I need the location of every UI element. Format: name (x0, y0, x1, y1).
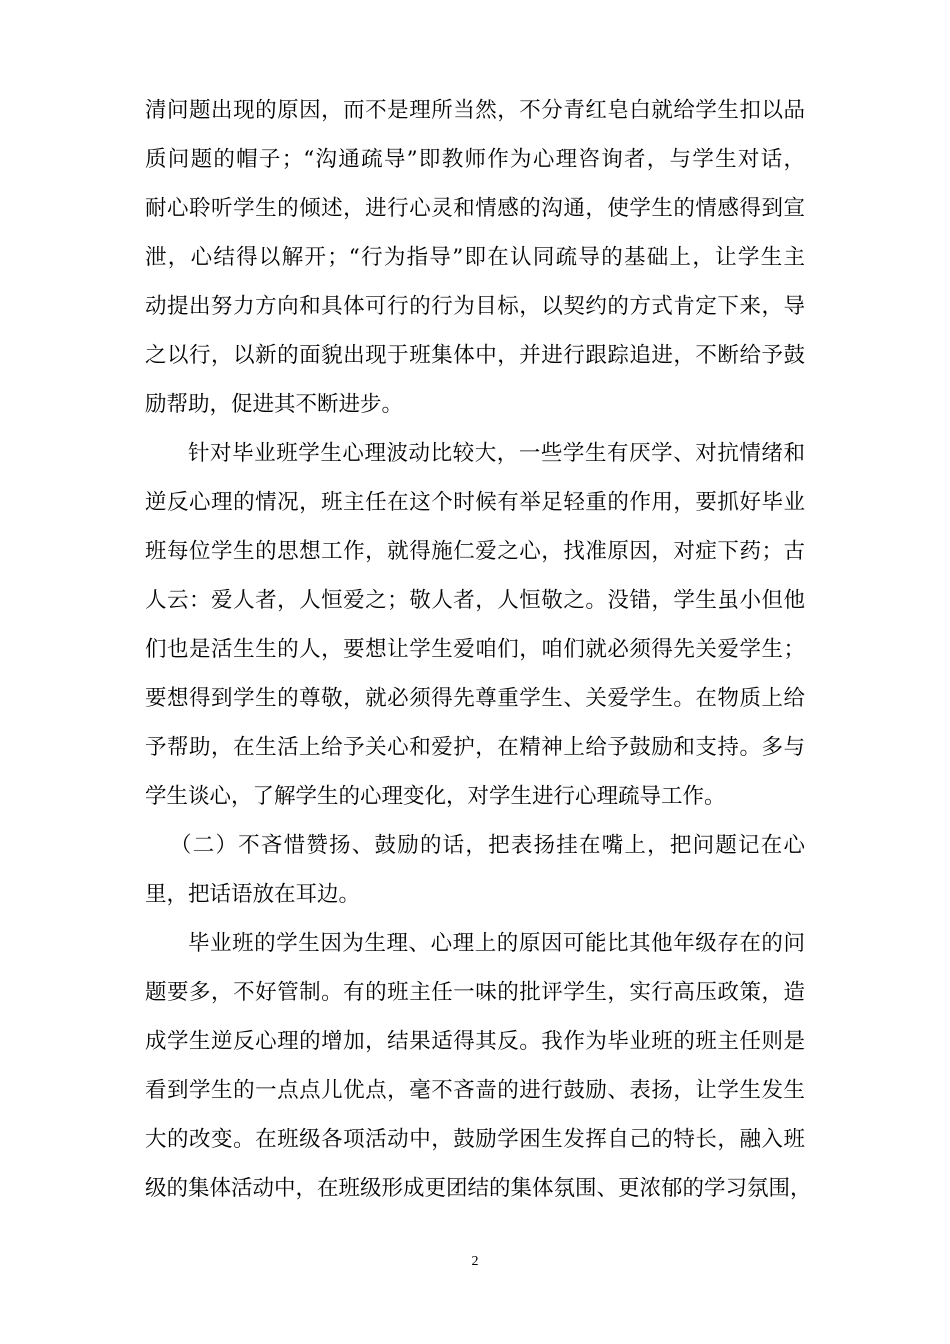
body-line: 学生谈心，了解学生的心理变化，对学生进行心理疏导工作。 (145, 784, 726, 809)
section-heading: （二）不吝惜赞扬、鼓励的话，把表扬挂在嘴上，把问题记在心 (170, 833, 805, 858)
body-line: 逆反心理的情况，班主任在这个时候有举足轻重的作用，要抓好毕业 (145, 490, 805, 515)
body-line: 题要多，不好管制。有的班主任一味的批评学生，实行高压政策，造 (145, 980, 805, 1005)
body-line: 之以行，以新的面貌出现于班集体中，并进行跟踪追进，不断给予鼓 (145, 343, 805, 368)
body-line: 们也是活生生的人，要想让学生爱咱们，咱们就必须得先关爱学生； (145, 637, 805, 662)
body-line: 励帮助，促进其不断进步。 (145, 392, 404, 417)
page-number: 2 (471, 1254, 479, 1269)
body-line: 成学生逆反心理的增加，结果适得其反。我作为毕业班的班主任则是 (145, 1029, 805, 1054)
body-line: 要想得到学生的尊敬，就必须得先尊重学生、关爱学生。在物质上给 (145, 686, 805, 711)
body-line: 级的集体活动中，在班级形成更团结的集体氛围、更浓郁的学习氛围， (145, 1176, 812, 1201)
paragraph-first-line: 针对毕业班学生心理波动比较大，一些学生有厌学、对抗情绪和 (188, 441, 805, 466)
body-line: 大的改变。在班级各项活动中，鼓励学困生发挥自己的特长，融入班 (145, 1127, 805, 1152)
body-line: 动提出努力方向和具体可行的行为目标，以契约的方式肯定下来，导 (145, 294, 805, 319)
section-heading-continued: 里，把话语放在耳边。 (145, 882, 361, 907)
paragraph-first-line: 毕业班的学生因为生理、心理上的原因可能比其他年级存在的问 (188, 931, 805, 956)
body-line: 清问题出现的原因，而不是理所当然，不分青红皂白就给学生扣以品 (145, 98, 805, 123)
body-line: 看到学生的一点点儿优点，毫不吝啬的进行鼓励、表扬，让学生发生 (145, 1078, 805, 1103)
body-line: 班每位学生的思想工作，就得施仁爱之心，找准原因，对症下药；古 (145, 539, 805, 564)
body-line: 质问题的帽子；“沟通疏导”即教师作为心理咨询者，与学生对话， (145, 147, 805, 172)
body-line: 予帮助，在生活上给予关心和爱护，在精神上给予鼓励和支持。多与 (145, 735, 805, 760)
body-line: 人云：爱人者，人恒爱之；敬人者，人恒敬之。没错，学生虽小但他 (145, 588, 805, 613)
body-line: 耐心聆听学生的倾述，进行心灵和情感的沟通，使学生的情感得到宣 (145, 196, 805, 221)
body-line: 泄，心结得以解开；“行为指导”即在认同疏导的基础上，让学生主 (145, 245, 805, 270)
